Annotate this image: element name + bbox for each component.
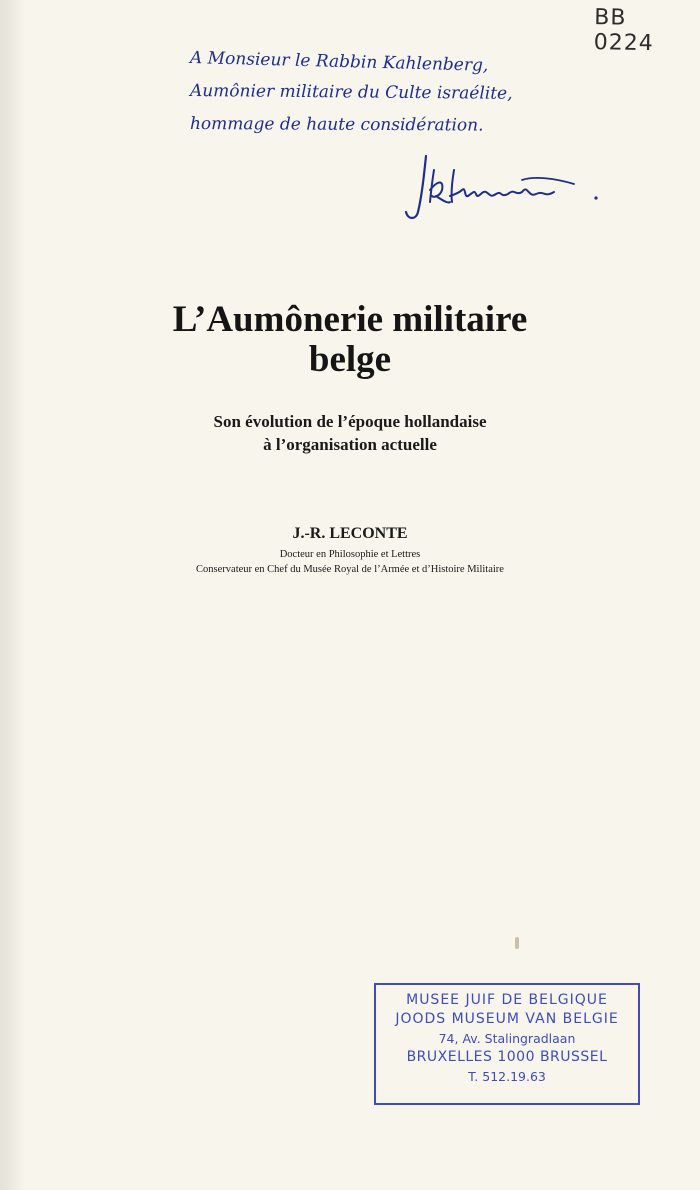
stamp-line: T. 512.19.63	[468, 1069, 546, 1084]
stamp-line: MUSEE JUIF DE BELGIQUE	[406, 992, 608, 1008]
stamp-line: JOODS MUSEUM VAN BELGIE	[395, 1011, 619, 1027]
author-name: J.-R. LECONTE	[292, 525, 408, 542]
paper-speck	[515, 937, 519, 949]
museum-stamp	[374, 983, 640, 1105]
author-degree: Docteur en Philosophie et Lettres	[279, 549, 421, 560]
handwritten-dedication	[190, 42, 640, 141]
dedication-line: Aumônier militaire du Culte israélite,	[189, 81, 513, 104]
reference-mark: BB 0224	[593, 5, 654, 57]
subtitle-line: à l’organisation actuelle	[263, 435, 437, 454]
author-position: Conservateur en Chef du Musée Royal de l’Armée et d’Histoire Militaire	[196, 564, 504, 575]
dedication-line: hommage de haute considération.	[189, 114, 484, 136]
title-line: belge	[308, 339, 392, 380]
stamp-line: BRUXELLES 1000 BRUSSEL	[406, 1049, 608, 1065]
document-title	[0, 300, 700, 380]
subtitle-line: Son évolution de l’époque hollandaise	[213, 412, 487, 431]
page-edge-shadow	[0, 0, 26, 1190]
handwritten-signature	[404, 150, 604, 225]
author-credentials	[0, 547, 700, 577]
dedication-line: A Monsieur le Rabbin Kahlenberg,	[189, 48, 489, 76]
stamp-line: 74, Av. Stalingradlaan	[438, 1031, 576, 1046]
document-subtitle	[0, 410, 700, 456]
title-line: L’Aumônerie militaire	[172, 299, 528, 340]
